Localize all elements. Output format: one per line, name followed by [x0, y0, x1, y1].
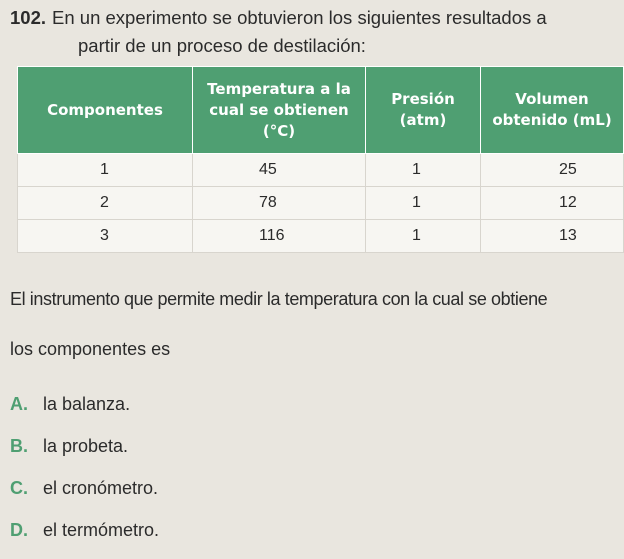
header-componentes: Componentes	[18, 67, 193, 154]
header-volumen: Volumen obtenido (mL)	[481, 67, 624, 154]
exercise-intro	[10, 4, 615, 60]
question-line-1: El instrumento que permite medir la temperatura con la cual se obtiene	[10, 289, 548, 309]
option-letter: D.	[10, 520, 28, 540]
option-a[interactable]	[10, 391, 159, 433]
table-row	[18, 220, 624, 253]
option-text: la probeta.	[43, 436, 129, 456]
header-presion: Presión (atm)	[366, 67, 481, 154]
table-row	[18, 187, 624, 220]
cell-presion: 1	[366, 154, 481, 187]
cell-volumen: 12	[481, 187, 624, 220]
cell-componente: 3	[18, 220, 193, 253]
cell-temperatura: 116	[193, 220, 366, 253]
cell-temperatura: 45	[193, 154, 366, 187]
option-text: la balanza.	[43, 394, 131, 414]
table-header-row	[18, 67, 624, 154]
cell-presion: 1	[366, 187, 481, 220]
intro-line-1: En un experimento se obtuvieron los siguientes resultados a	[52, 7, 547, 28]
header-temperatura: Temperatura a la cual se obtienen (°C)	[193, 67, 366, 154]
option-text: el cronómetro.	[43, 478, 159, 498]
option-letter: A.	[10, 394, 28, 414]
distillation-results-table	[17, 66, 624, 253]
table-row	[18, 154, 624, 187]
option-c[interactable]	[10, 475, 159, 517]
cell-componente: 1	[18, 154, 193, 187]
answer-options	[10, 391, 159, 559]
cell-temperatura: 78	[193, 187, 366, 220]
option-b[interactable]	[10, 433, 159, 475]
cell-volumen: 13	[481, 220, 624, 253]
question-stem	[10, 286, 624, 362]
intro-line-2: partir de un proceso de destilación:	[78, 35, 366, 56]
cell-presion: 1	[366, 220, 481, 253]
question-line-2: los componentes es	[10, 339, 171, 359]
cell-componente: 2	[18, 187, 193, 220]
option-letter: B.	[10, 436, 28, 456]
option-text: el termómetro.	[43, 520, 160, 540]
option-d[interactable]	[10, 517, 159, 559]
exercise-number: 102.	[10, 7, 47, 28]
option-letter: C.	[10, 478, 28, 498]
cell-volumen: 25	[481, 154, 624, 187]
